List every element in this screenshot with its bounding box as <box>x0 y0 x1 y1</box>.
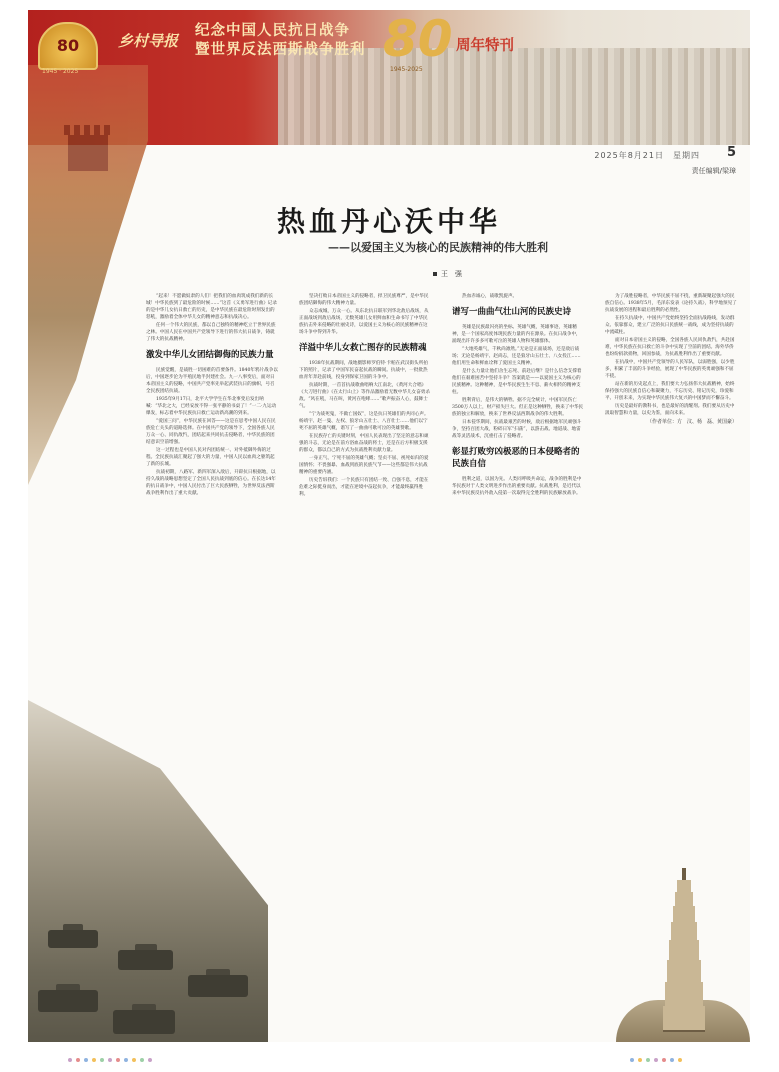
paragraph: 胜利背后，是伟大的牺牲。据不完全统计，中国军民伤亡3500万人以上，财产损失巨大。但正是这种牺牲，换来了中华民族的独立和解放，换来了世界反法西斯战争的伟大胜利。 <box>452 398 584 417</box>
footer-dot <box>92 1058 96 1062</box>
editor-credit: 责任编辑/梁璋 <box>691 167 736 175</box>
paragraph: 在民族存亡的关键时刻，中国人民表现出了坚定的意志和顽强的斗志，无论是在前方浴血奋战的将士，还是在后方积极支援的群众，都以自己的方式为抗战胜利贡献力量。 <box>299 434 429 453</box>
footer-dots-right <box>630 1047 686 1066</box>
anniversary-logo: 80 <box>38 22 98 70</box>
banner-title <box>195 22 366 60</box>
page-number: 5 <box>726 145 736 160</box>
footer-dot <box>116 1058 120 1062</box>
anniversary-label: 周年特刊 <box>456 38 514 54</box>
big-80-number: 80 <box>383 10 453 68</box>
footer-dot <box>646 1058 650 1062</box>
article-subtitle: ——以爱国主义为核心的民族精神的伟大胜利 <box>328 241 548 254</box>
paragraph: 英雄是民族最闪亮的坐标。英雄气概，英雄事迹，英雄精神，是一个国家高度体现民族力量的内在源泉。在抗日战争中，涌现出许许多多可歌可泣的英雄人物和英雄群体。 <box>452 325 581 344</box>
column-2 <box>299 293 431 499</box>
article-headline: 热血丹心沃中华 <box>276 205 501 238</box>
paragraph: 一身正气、宁死不屈的英雄气概；坚贞不屈、视死如归的爱国情怀；不畏强暴、血战到底的民族气节——这些都是伟大抗战精神的重要内涵。 <box>299 456 429 475</box>
paragraph: 胜利之道，以国为先。人类同呼吸共命运，战争的胜利是中华民族对于人类文明进步作出的重要贡献。抗战胜利，是近代以来中华民族反抗外敌入侵第一次取得完全胜利的民族解放战争。 <box>452 477 582 496</box>
paragraph: 面对日本帝国主义的侵略，全国各族人民同仇敌忾，共赴国难，中华民族在抗日救亡的斗争中实现了空前的团结。海外华侨也纷纷捐款捐物，回国参战，为抗战胜利作出了重要贡献。 <box>605 338 735 357</box>
paragraph: 坚决打败日本帝国主义的侵略者，捍卫民族尊严，是中华民族团结御侮的伟大精神力量。 <box>299 294 429 306</box>
paragraph: “起来！不愿做奴隶的人们！把我们的血肉筑成我们新的长城！中华民族到了最危险的时候……”这首《义勇军进行曲》记录的是中华儿女抗日救亡的历史，是中华民族在最危险时刻发出的怒吼，激励着全体中华儿女的精神意志和抗战决心。 <box>146 294 277 320</box>
section-heading: 谱写一曲曲气壮山河的民族史诗 <box>452 307 572 317</box>
footer-dot <box>124 1058 128 1062</box>
banner-title-line1: 纪念中国人民抗日战争 <box>195 23 350 39</box>
footer-dot <box>132 1058 136 1062</box>
tank-shape <box>118 950 173 970</box>
footer-dot <box>76 1058 80 1062</box>
paragraph: “爱国三问”，中华民族在回答——这是在思考中国人民在民族危亡关头的道路选择。在中国共产党的领导下，全国各族人民万众一心、同仇敌忾，团结起来共同抗击侵略者，中华民族的团结意识空前增强。 <box>146 419 276 445</box>
paragraph: 任何一个伟大的民族，都以自己独特的精神屹立于世界民族之林。中国人民在中国共产党领导下进行的伟大抗日战争，铸就了伟大的抗战精神。 <box>146 323 276 342</box>
paragraph: 1938年抗战期间，战地摄影师罗伯特·卡帕在武汉街头所拍下的照片，记录了中国军民奋起抗战的瞬间。抗战中，一批批热血青年奔赴前线，投身到保家卫国的斗争中。 <box>299 361 428 380</box>
section-heading: 彰显打败穷凶极恶的日本侵略者的民族自信 <box>452 447 580 469</box>
footer-dots-left <box>68 1047 156 1066</box>
section-heading: 洋溢中华儿女救亡图存的民族精魂 <box>299 343 427 353</box>
paragraph: 众志成城，万众一心。从东北抗日联军到华北敌后战场，从正面战场到敌后战场，无数英雄儿女用鲜血和生命书写了中华民族抗击外来侵略的壮丽史诗，以爱国主义为核心的民族精神在这场斗争中得到升华。 <box>299 309 429 335</box>
tank-shape <box>48 930 98 948</box>
footer-dot <box>108 1058 112 1062</box>
paragraph: “宁为战死鬼，不做亡国奴”，这是抗日英雄们的共同心声。杨靖宇、赵一曼、左权、狼牙山五壮士、八百壮士……他们以宁死不屈的英雄气概，谱写了一曲曲可歌可泣的英雄赞歌。 <box>299 412 429 431</box>
footer-dot <box>68 1058 72 1062</box>
tank-shape <box>38 990 98 1012</box>
paragraph: 这一过程也是中国人民对内团结统一、对外抵御外侮的过程。全民族抗战汇聚起了强大的力量，中国人民以血肉之躯筑起了新的长城。 <box>146 448 275 467</box>
banner-title-line2: 暨世界反法西斯战争胜利 <box>195 42 366 58</box>
paragraph: 抗战时期，一首首抗战歌曲唱响大江南北，《黄河大合唱》《大刀进行曲》《在太行山上》等作品激励着无数中华儿女奋勇杀敌。“风在吼，马在叫，黄河在咆哮……”歌声振奋人心，鼓舞士气。 <box>299 383 430 409</box>
footer-dot <box>100 1058 104 1062</box>
paragraph: 热血赤诚心，战歌凯旋声。 <box>462 294 518 299</box>
footer-dot <box>148 1058 152 1062</box>
author-note: （作者单位：方 汶、杨 磊、黄国豪） <box>646 419 737 425</box>
great-wall-image <box>28 65 148 485</box>
paragraph: 在抗战中，中国共产党领导的人民军队，以弱胜强，以少胜多，积累了丰富的斗争经验，展现了中华民族的英勇顽强和不屈不挠。 <box>605 360 735 379</box>
footer-dot <box>662 1058 666 1062</box>
footer-dot <box>140 1058 144 1062</box>
byline <box>433 269 462 279</box>
relief-sculpture-image <box>278 48 750 145</box>
issue-date: 2025年8月21日 星期四 <box>594 151 700 160</box>
paragraph: 历史告诉我们：一个民族只有团结一致、自强不息，才能在危难之际挺身而出，才能在逆境中奋起抗争，才能最终赢得胜利。 <box>299 478 429 497</box>
footer-dot <box>84 1058 88 1062</box>
footer-dot <box>670 1058 674 1062</box>
logo-years: 1945 · 2025 <box>42 68 79 75</box>
newspaper-brand: 乡村导报 <box>118 32 179 50</box>
paragraph: 为了战胜侵略者，中华民族不屈不挠，重新凝聚起强大的民族自信心。1938年5月，毛泽东发表《论持久战》，科学地预见了抗战发展的进程和最后胜利的必然性。 <box>605 294 737 313</box>
newspaper-page <box>28 10 750 1042</box>
tank-shape <box>113 1010 175 1034</box>
tank-shape <box>188 975 248 997</box>
column-4 <box>605 293 737 426</box>
paragraph: 抗战初期，八路军、新四军深入敌后，开辟抗日根据地，以持久战的战略思想坚定了全国人民抗战到底的信心。在长达14年的抗日战争中，中国人民付出了巨大民族牺牲，为世界反法西斯战争胜利作出了重大贡献。 <box>146 470 276 496</box>
byline-square-icon <box>433 272 437 276</box>
column-3 <box>452 293 584 498</box>
section-heading: 激发中华儿女团结御侮的民族力量 <box>146 350 274 360</box>
footer-dot <box>638 1058 642 1062</box>
banner <box>28 10 750 145</box>
footer-dot <box>630 1058 634 1062</box>
paragraph: “大地英雄气，千秋尚凛然。”无论是正面战场，还是敌后战场；无论是杨靖宇、赵尚志，还是狼牙山五壮士、八女投江……他们用生命和鲜血诠释了爱国主义精神。 <box>452 347 581 366</box>
paragraph: 民族觉醒，是战胜一切困难的首要条件。1840年鸦片战争以后，中国逐步沦为半殖民地半封建社会。九一八事变后，面对日本帝国主义的侵略，中国共产党率先举起武装抗日的旗帜，号召全民族团结抗战。 <box>146 368 278 394</box>
footer-dot <box>654 1058 658 1062</box>
paragraph: 站在新的历史起点上，我们要大力弘扬伟大抗战精神，始终保持强大的民族自信心和凝聚力，不忘历史、铭记历史，珍爱和平、开创未来，为实现中华民族伟大复兴的中国梦而不懈奋斗。 <box>605 382 735 401</box>
paragraph: 1935年9月17日，北平大学学生在华北事变后发出呐喊：“华北之大，已经安放不得一张平静的书桌了！”一二·九运动爆发，标志着中华民族抗日救亡运动新高潮的到来。 <box>146 397 277 416</box>
footer-dot <box>678 1058 682 1062</box>
column-1 <box>146 293 278 498</box>
byline-author: 王 强 <box>441 270 462 278</box>
paragraph: 是什么力量让他们舍生忘死、前赴后继？是什么信念支撑着他们在艰难困苦中坚持斗争？答案就是——以爱国主义为核心的民族精神。这种精神，是中华民族生生不息、薪火相传的精神支柱。 <box>452 369 582 395</box>
banner-years: 1945-2025 <box>390 66 423 73</box>
paragraph: 日本侵华期间，抗战最艰苦的时候，敌后根据地军民顽强斗争，坚持百团大战，粉碎日军“扫荡”，以游击战、地道战、地雷战等灵活战术，沉重打击了侵略者。 <box>452 420 582 439</box>
paragraph: 历史是最好的教科书，也是最好的清醒剂。我们要从历史中汲取智慧和力量，以史为鉴，面向未来。 <box>605 404 735 416</box>
pagoda-image <box>650 868 718 1042</box>
tank-parade-photo <box>28 700 268 1042</box>
paragraph: 在持久抗战中，中国共产党始终坚持全面抗战路线，发动群众、依靠群众，建立广泛的抗日民族统一战线，成为坚持抗战的中流砥柱。 <box>605 316 735 335</box>
